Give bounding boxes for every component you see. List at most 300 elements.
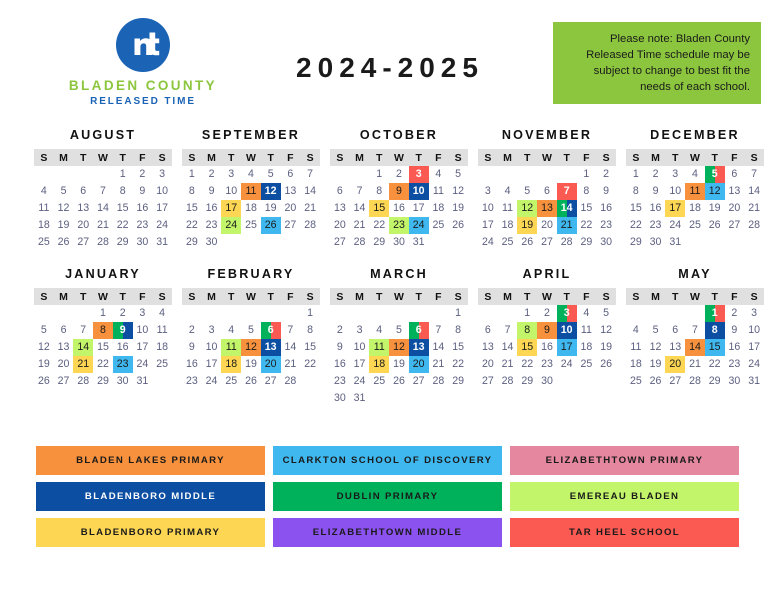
legend-item[interactable]: CLARKTON SCHOOL OF DISCOVERY <box>273 446 502 475</box>
day-number: 6 <box>731 168 738 180</box>
day-cell <box>429 356 449 373</box>
day-cell <box>626 322 646 339</box>
day-cell <box>596 183 616 200</box>
week-row <box>330 200 468 217</box>
day-cell <box>409 200 429 217</box>
day-number: 6 <box>60 324 67 336</box>
weekday-header: F <box>725 149 745 166</box>
day-cell <box>596 200 616 217</box>
day-cell <box>300 166 320 183</box>
day-cell <box>537 339 557 356</box>
day-cell <box>537 183 557 200</box>
day-number: 16 <box>541 341 553 353</box>
legend-item[interactable]: EMEREAU BLADEN <box>510 482 739 511</box>
day-number: 27 <box>481 375 494 387</box>
day-number: 15 <box>185 202 198 214</box>
day-number: 2 <box>396 168 402 180</box>
day-cell <box>705 183 725 200</box>
week-row <box>330 373 468 390</box>
day-cell <box>152 234 172 251</box>
week-row <box>182 373 320 390</box>
day-number: 12 <box>649 341 662 353</box>
weekday-header: T <box>261 149 281 166</box>
day-cell <box>685 322 705 339</box>
weekday-header: S <box>300 288 320 305</box>
day-number: 4 <box>504 185 511 197</box>
day-number: 9 <box>208 185 215 197</box>
day-cell <box>369 166 389 183</box>
day-number: 18 <box>225 358 238 370</box>
day-number: 27 <box>333 236 346 248</box>
day-number: 19 <box>264 202 277 214</box>
day-cell <box>517 305 537 322</box>
day-cell-empty <box>389 390 409 407</box>
day-number: 1 <box>632 168 639 180</box>
day-number: 19 <box>37 358 50 370</box>
day-cell <box>182 183 202 200</box>
month-september <box>182 128 320 251</box>
day-cell-empty <box>152 373 172 390</box>
day-cell <box>478 183 498 200</box>
day-number: 26 <box>57 236 70 248</box>
day-number: 20 <box>264 358 277 370</box>
day-cell <box>369 234 389 251</box>
month-title: NOVEMBER <box>501 128 593 142</box>
day-number: 8 <box>524 324 531 336</box>
day-number: 25 <box>629 375 642 387</box>
day-number: 22 <box>185 219 198 231</box>
weekday-header: T <box>557 288 577 305</box>
day-number: 22 <box>580 219 593 231</box>
day-cell <box>34 322 54 339</box>
day-cell <box>241 166 261 183</box>
day-number: 13 <box>669 341 682 353</box>
day-cell <box>646 356 666 373</box>
day-cell <box>665 373 685 390</box>
day-number: 9 <box>336 341 343 353</box>
day-cell <box>350 234 370 251</box>
day-number: 8 <box>376 185 383 197</box>
day-number: 28 <box>501 375 514 387</box>
day-number: 6 <box>267 324 274 336</box>
day-cell <box>596 166 616 183</box>
day-cell <box>241 356 261 373</box>
day-cell <box>389 183 409 200</box>
day-number: 22 <box>708 358 721 370</box>
day-number: 26 <box>521 236 534 248</box>
day-number: 26 <box>37 375 50 387</box>
day-number: 3 <box>208 324 215 336</box>
week-row <box>626 166 764 183</box>
day-cell <box>54 183 74 200</box>
day-number: 26 <box>708 219 721 231</box>
day-number: 26 <box>452 219 464 231</box>
weekday-header: T <box>517 288 537 305</box>
day-number: 30 <box>541 375 553 387</box>
day-number: 9 <box>603 185 610 197</box>
day-cell <box>182 356 202 373</box>
week-row <box>626 217 764 234</box>
week-row <box>626 305 764 322</box>
day-cell-empty <box>54 305 74 322</box>
day-cell <box>626 234 646 251</box>
month-title: MAY <box>678 267 712 281</box>
day-cell-empty <box>241 305 261 322</box>
day-cell <box>300 305 320 322</box>
weekday-header: S <box>478 149 498 166</box>
week-row <box>626 183 764 200</box>
day-number: 22 <box>629 219 642 231</box>
day-cell <box>665 339 685 356</box>
day-number: 14 <box>97 202 109 214</box>
week-row <box>330 322 468 339</box>
day-cell <box>182 166 202 183</box>
month-grid <box>182 149 320 251</box>
legend-item[interactable]: BLADENBORO MIDDLE <box>36 482 265 511</box>
day-number: 1 <box>455 307 462 319</box>
day-cell-empty <box>54 166 74 183</box>
weekday-header: T <box>665 149 685 166</box>
day-cell <box>152 356 172 373</box>
day-cell <box>34 356 54 373</box>
day-number: 24 <box>136 358 149 370</box>
day-number: 14 <box>284 341 297 353</box>
day-cell <box>705 373 725 390</box>
day-number: 18 <box>373 358 386 370</box>
day-number: 25 <box>580 358 593 370</box>
day-cell <box>557 234 577 251</box>
day-number: 31 <box>669 236 682 248</box>
day-cell-empty <box>448 234 468 251</box>
day-number: 8 <box>100 324 106 336</box>
day-cell <box>517 322 537 339</box>
day-cell <box>537 356 557 373</box>
day-number: 18 <box>629 358 642 370</box>
day-cell <box>73 183 93 200</box>
day-number: 3 <box>415 168 422 180</box>
week-row <box>34 356 172 373</box>
month-grid <box>478 288 616 390</box>
day-number: 2 <box>544 307 550 319</box>
day-number: 20 <box>284 202 297 214</box>
day-number: 4 <box>40 185 47 197</box>
weekday-header: T <box>221 149 241 166</box>
day-number: 17 <box>412 202 425 214</box>
day-number: 27 <box>284 219 297 231</box>
day-cell <box>133 217 153 234</box>
day-cell <box>369 322 389 339</box>
week-row <box>330 217 468 234</box>
day-cell <box>350 183 370 200</box>
day-cell <box>389 373 409 390</box>
day-cell <box>73 356 93 373</box>
day-number: 4 <box>159 307 166 319</box>
day-number: 9 <box>731 324 738 336</box>
day-number: 14 <box>689 341 701 353</box>
day-cell <box>498 200 518 217</box>
week-row <box>182 166 320 183</box>
legend-item[interactable]: ELIZABETHTOWN MIDDLE <box>273 518 502 547</box>
day-cell <box>330 373 350 390</box>
weekday-header-row <box>330 149 468 166</box>
week-row <box>626 200 764 217</box>
day-number: 2 <box>652 168 659 180</box>
day-number: 5 <box>396 324 402 336</box>
day-number: 21 <box>353 219 366 231</box>
day-cell <box>221 339 241 356</box>
day-number: 30 <box>116 375 129 387</box>
day-number: 6 <box>544 185 550 197</box>
day-cell <box>300 217 320 234</box>
day-cell <box>557 339 577 356</box>
day-number: 16 <box>728 341 741 353</box>
day-number: 10 <box>353 341 366 353</box>
day-number: 4 <box>228 324 235 336</box>
day-cell <box>152 200 172 217</box>
day-number: 11 <box>245 185 257 197</box>
day-cell <box>557 356 577 373</box>
day-number: 20 <box>333 219 346 231</box>
day-cell-empty <box>577 373 597 390</box>
day-cell-empty <box>725 234 745 251</box>
day-cell <box>409 373 429 390</box>
day-cell <box>685 217 705 234</box>
day-number: 7 <box>751 168 758 180</box>
day-cell <box>744 217 764 234</box>
day-cell-empty <box>281 305 301 322</box>
day-cell <box>498 234 518 251</box>
day-number: 28 <box>284 375 297 387</box>
weekday-header-row <box>478 288 616 305</box>
day-number: 27 <box>728 219 741 231</box>
day-cell <box>498 183 518 200</box>
weekday-header: T <box>369 288 389 305</box>
day-cell <box>34 183 54 200</box>
day-cell <box>202 217 222 234</box>
week-row <box>478 217 616 234</box>
day-cell <box>665 322 685 339</box>
day-cell-empty <box>182 305 202 322</box>
weekday-header: W <box>685 149 705 166</box>
day-cell <box>93 305 113 322</box>
day-number: 30 <box>393 236 405 248</box>
day-cell <box>498 356 518 373</box>
day-cell <box>646 339 666 356</box>
day-number: 16 <box>205 202 218 214</box>
week-row <box>182 356 320 373</box>
day-number: 22 <box>304 358 316 370</box>
day-cell <box>498 322 518 339</box>
day-cell <box>54 217 74 234</box>
day-cell-empty <box>369 390 389 407</box>
day-cell <box>577 339 597 356</box>
day-cell <box>54 356 74 373</box>
day-number: 24 <box>748 358 760 370</box>
day-cell <box>300 322 320 339</box>
day-cell <box>182 234 202 251</box>
legend-item[interactable]: BLADEN LAKES PRIMARY <box>36 446 265 475</box>
day-number: 19 <box>245 358 257 370</box>
day-cell <box>498 373 518 390</box>
day-cell <box>202 183 222 200</box>
day-cell <box>646 373 666 390</box>
day-cell <box>281 166 301 183</box>
day-cell <box>113 322 133 339</box>
weekday-header: S <box>596 149 616 166</box>
day-cell <box>685 200 705 217</box>
day-number: 28 <box>560 236 573 248</box>
weekday-header: T <box>113 149 133 166</box>
schedule-change-note: Please note: Bladen County Released Time schedule may be subject to change to best fit the needs of each school. <box>553 22 761 104</box>
day-cell <box>113 183 133 200</box>
day-number: 17 <box>353 358 366 370</box>
day-cell <box>152 217 172 234</box>
day-number: 13 <box>284 185 297 197</box>
day-number: 19 <box>393 358 405 370</box>
day-cell <box>330 390 350 407</box>
day-number: 17 <box>156 202 168 214</box>
day-number: 12 <box>57 202 70 214</box>
day-cell <box>577 217 597 234</box>
day-cell <box>221 373 241 390</box>
day-cell <box>73 373 93 390</box>
legend-item[interactable]: BLADENBORO PRIMARY <box>36 518 265 547</box>
day-number: 9 <box>544 324 550 336</box>
weekday-header: S <box>448 149 468 166</box>
day-number: 7 <box>504 324 511 336</box>
day-number: 7 <box>692 324 698 336</box>
day-number: 2 <box>119 307 126 319</box>
day-number: 3 <box>356 324 363 336</box>
month-october <box>330 128 468 251</box>
day-cell <box>133 166 153 183</box>
day-cell <box>152 339 172 356</box>
legend-item[interactable]: ELIZABETHTOWN PRIMARY <box>510 446 739 475</box>
day-number: 21 <box>97 219 109 231</box>
day-cell <box>448 183 468 200</box>
weekday-header: W <box>241 149 261 166</box>
day-cell <box>596 234 616 251</box>
day-number: 21 <box>748 202 760 214</box>
day-cell <box>744 373 764 390</box>
weekday-header-row <box>34 149 172 166</box>
day-cell <box>705 339 725 356</box>
day-number: 13 <box>728 185 741 197</box>
week-row <box>182 200 320 217</box>
day-number: 13 <box>541 202 553 214</box>
day-number: 19 <box>57 219 70 231</box>
week-row <box>34 305 172 322</box>
day-number: 16 <box>116 341 129 353</box>
day-number: 10 <box>669 185 682 197</box>
day-cell <box>113 200 133 217</box>
day-cell <box>281 200 301 217</box>
weekday-header: T <box>409 149 429 166</box>
weekday-header: T <box>221 288 241 305</box>
day-cell <box>626 373 646 390</box>
day-number: 16 <box>333 358 346 370</box>
day-number: 8 <box>307 324 314 336</box>
day-cell <box>448 305 468 322</box>
day-number: 20 <box>481 358 494 370</box>
day-cell <box>221 356 241 373</box>
weekday-header: F <box>281 288 301 305</box>
day-cell-empty <box>202 305 222 322</box>
legend-item[interactable]: TAR HEEL SCHOOL <box>510 518 739 547</box>
day-number: 10 <box>748 324 760 336</box>
month-grid <box>330 149 468 251</box>
day-number: 23 <box>649 219 662 231</box>
day-number: 5 <box>652 324 659 336</box>
week-row <box>34 322 172 339</box>
day-number: 23 <box>205 219 218 231</box>
day-number: 25 <box>245 219 257 231</box>
day-number: 10 <box>560 324 573 336</box>
day-cell-empty <box>300 373 320 390</box>
weekday-header: M <box>646 149 666 166</box>
week-row <box>478 234 616 251</box>
day-number: 25 <box>156 358 168 370</box>
day-cell <box>389 200 409 217</box>
day-number: 19 <box>452 202 464 214</box>
day-number: 24 <box>481 236 494 248</box>
day-cell <box>705 356 725 373</box>
day-number: 8 <box>455 324 462 336</box>
day-number: 4 <box>376 324 383 336</box>
day-cell <box>725 373 745 390</box>
day-number: 26 <box>600 358 612 370</box>
page-title: 2024-2025 <box>296 52 484 83</box>
day-cell <box>744 322 764 339</box>
day-number: 11 <box>373 341 385 353</box>
day-cell <box>725 183 745 200</box>
day-number: 4 <box>583 307 590 319</box>
month-title: MARCH <box>370 267 428 281</box>
day-number: 30 <box>205 236 218 248</box>
weekday-header-row <box>330 288 468 305</box>
day-cell <box>725 166 745 183</box>
day-cell <box>93 217 113 234</box>
day-number: 22 <box>97 358 109 370</box>
day-number: 26 <box>649 375 662 387</box>
weekday-header: W <box>685 288 705 305</box>
day-cell <box>596 217 616 234</box>
weekday-header: S <box>182 149 202 166</box>
month-grid <box>34 149 172 251</box>
day-cell-empty <box>350 166 370 183</box>
day-cell <box>54 339 74 356</box>
day-cell <box>537 234 557 251</box>
day-cell <box>409 356 429 373</box>
legend-item[interactable]: DUBLIN PRIMARY <box>273 482 502 511</box>
day-number: 7 <box>307 168 314 180</box>
day-cell <box>517 339 537 356</box>
day-number: 15 <box>304 341 316 353</box>
day-cell <box>537 200 557 217</box>
day-cell-empty <box>596 373 616 390</box>
week-row <box>330 234 468 251</box>
day-number: 12 <box>600 324 612 336</box>
day-cell <box>281 339 301 356</box>
day-cell <box>557 217 577 234</box>
day-number: 29 <box>97 375 109 387</box>
day-cell <box>93 373 113 390</box>
day-number: 28 <box>432 375 445 387</box>
month-march <box>330 267 468 407</box>
weekday-header: F <box>577 149 597 166</box>
day-cell-empty <box>498 166 518 183</box>
weekday-header: T <box>369 149 389 166</box>
